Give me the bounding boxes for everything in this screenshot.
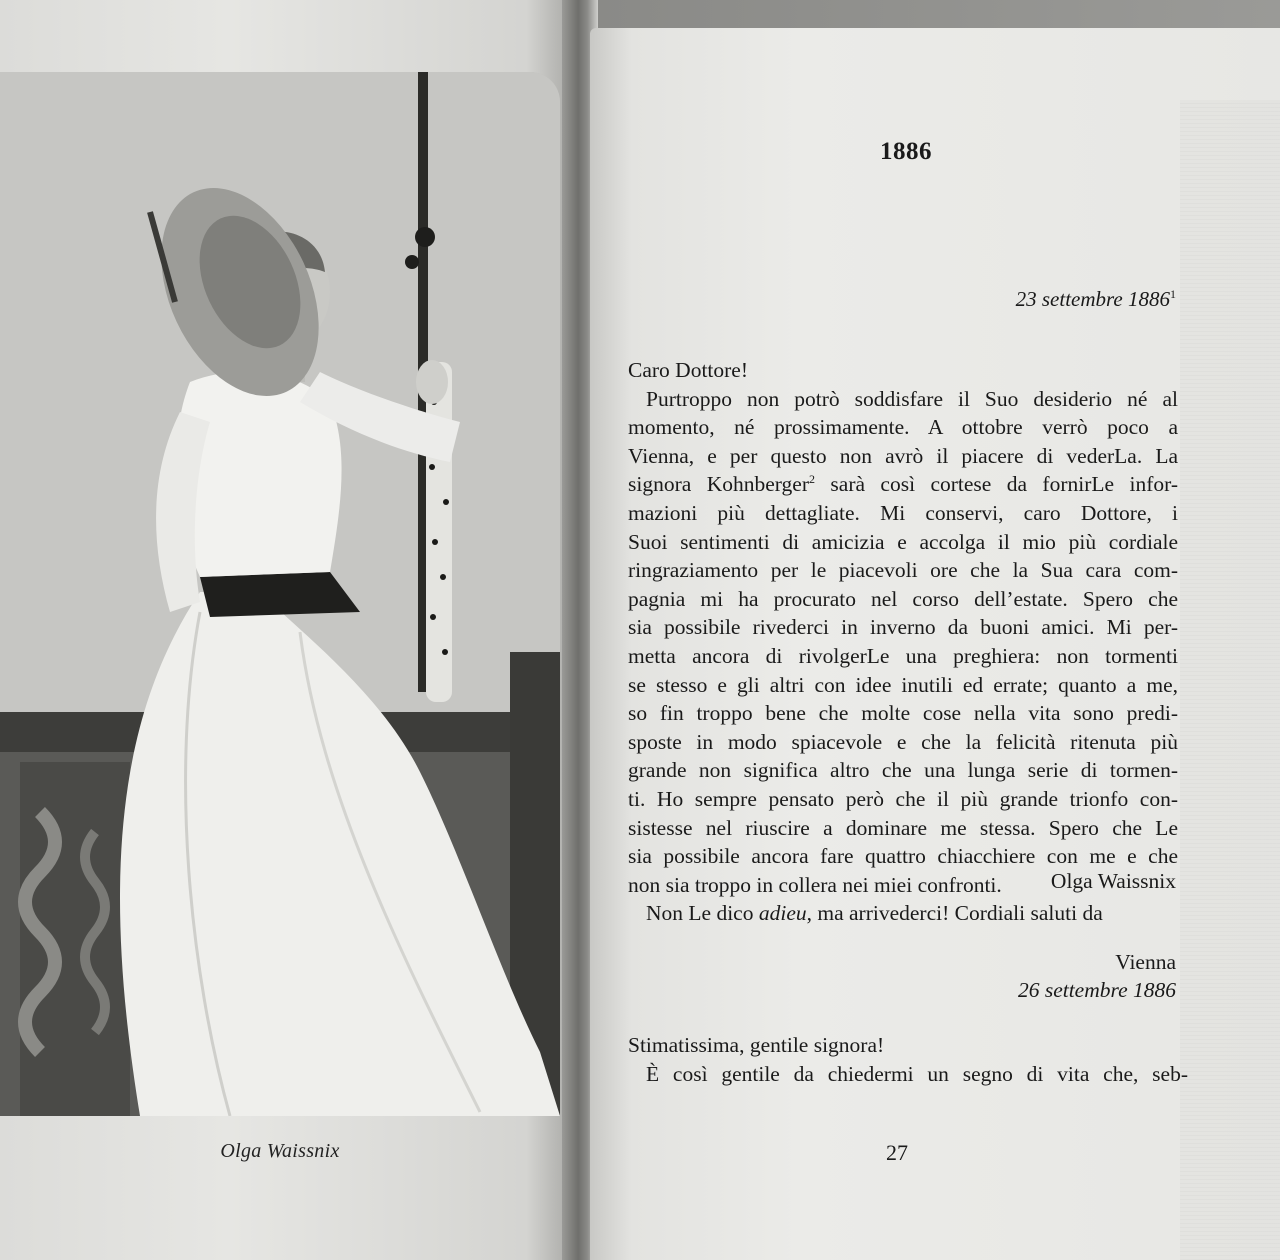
- letter1-line: sia possibile rivederci in inverno da buoni amici. Mi per-: [628, 615, 1178, 640]
- letter1-line: sia possibile ancora fare quattro chiacchiere con me e che: [628, 844, 1178, 869]
- closing-adieu: adieu: [758, 901, 807, 926]
- letter2-salutation: Stimatissima, gentile signora!: [628, 1033, 885, 1057]
- letter1-line: Suoi sentimenti di amicizia e accolga il mio più cordiale: [628, 529, 1178, 554]
- page-number: 27: [886, 1140, 908, 1165]
- letter1-salutation: Caro Dottore!: [628, 358, 749, 382]
- letter1-closing: [628, 899, 1178, 928]
- footnote-marker-2: 2: [809, 472, 815, 487]
- letter1-line: sposte in modo spiacevole e che la felicità ritenuta più: [628, 729, 1178, 754]
- portrait-photograph: [0, 72, 560, 1116]
- letter1-line: se stesso e gli altri con idee inutili ed errate; quanto a me,: [628, 672, 1178, 697]
- letter1-line: so fin troppo bene che molte cose nella vita sono predi-: [628, 701, 1178, 726]
- letter1-line-with-footnote: [628, 470, 1178, 499]
- letter1-line-part: sarà così cortese da fornirLe infor-: [815, 472, 1178, 497]
- portrait-illustration: [0, 72, 560, 1116]
- closing-text: Non Le dico: [646, 901, 759, 926]
- letter1-line: Vienna, e per questo non avrò il piacere di vederLa. La: [628, 443, 1178, 468]
- letter2-date: 26 settembre 1886: [1017, 978, 1176, 1002]
- letter1-line: ringraziamento per le piacevoli ore che la Sua cara com-: [628, 558, 1178, 583]
- letter1-line: ti. Ho sempre pensato però che il più grande trionfo con-: [628, 786, 1178, 811]
- photo-caption: Olga Waissnix: [220, 1140, 340, 1162]
- closing-text: , ma arrivederci! Cordiali saluti da: [806, 901, 1103, 926]
- letter1-date: [1016, 287, 1176, 312]
- letter2-body: [628, 1062, 1188, 1087]
- letter1-line-part: signora Kohnberger: [628, 472, 809, 497]
- letter1-line: mazioni più dettagliate. Mi conservi, caro Dottore, i: [628, 500, 1178, 525]
- letter2-place: Vienna: [1115, 950, 1176, 974]
- letter1-line: non sia troppo in collera nei miei confronti.: [628, 872, 1002, 897]
- page-edges: [1180, 100, 1280, 1260]
- letter1-line: sistesse nel riuscire a dominare me stessa. Spero che Le: [628, 815, 1178, 840]
- letter2-line: È così gentile da chiedermi un segno di vita che, seb-: [646, 1062, 1188, 1086]
- letter1-signature: Olga Waissnix: [1050, 869, 1176, 893]
- footnote-marker-1: 1: [1170, 287, 1176, 301]
- letter1-date-text: 23 settembre 1886: [1015, 287, 1170, 311]
- letter1-line: momento, né prossimamente. A ottobre verrò poco a: [628, 415, 1178, 440]
- year-heading: 1886: [880, 138, 932, 165]
- letter1-line: pagnia mi ha procurato nel corso dell’estate. Spero che: [628, 586, 1178, 611]
- letter1-line: metta ancora di rivolgerLe una preghiera: non tormenti: [628, 643, 1178, 668]
- letter1-body: [628, 356, 1178, 928]
- letter1-line: grande non significa altro che una lunga serie di tormen-: [628, 758, 1178, 783]
- letter1-line: Purtroppo non potrò soddisfare il Suo desiderio né al: [646, 386, 1178, 411]
